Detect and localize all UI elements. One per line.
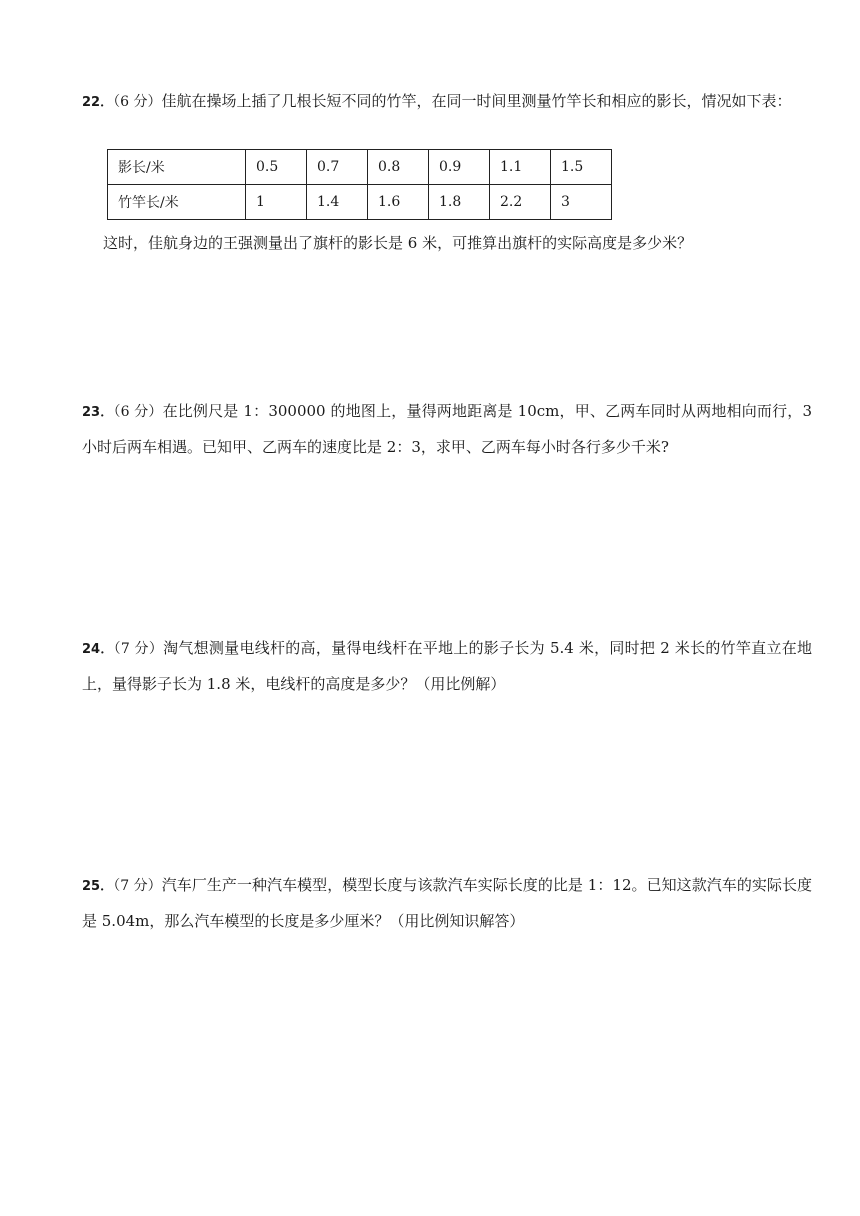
table-cell: 1.1 xyxy=(490,150,551,185)
table-row-shadow xyxy=(108,150,612,185)
question-text: 汽车厂生产一种汽车模型，模型长度与该款汽车实际长度的比是 1：12。已知这款汽车的实际长度是 5.04m，那么汽车模型的长度是多少厘米？（用比例知识解答） xyxy=(82,876,813,930)
table-cell: 1.6 xyxy=(368,185,429,220)
shadow-length-table xyxy=(107,149,612,220)
question-25 xyxy=(82,868,812,938)
question-text: 佳航在操场上插了几根长短不同的竹竿，在同一时间里测量竹竿长和相应的影长，情况如下表： xyxy=(161,92,792,110)
table-cell: 1.4 xyxy=(307,185,368,220)
question-22 xyxy=(82,84,822,120)
question-number: 25． xyxy=(82,879,114,894)
table-cell: 1.8 xyxy=(429,185,490,220)
table-row-header: 竹竿长/米 xyxy=(108,185,246,220)
question-score: （7 分） xyxy=(113,878,162,894)
table-cell: 3 xyxy=(551,185,612,220)
question-text: 淘气想测量电线杆的高，量得电线杆在平地上的影子长为 5.4 米，同时把 2 米长的竹竿直立在地上，量得影子长为 1.8 米，电线杆的高度是多少？（用比例解） xyxy=(82,639,812,693)
table-cell: 1 xyxy=(246,185,307,220)
table-cell: 2.2 xyxy=(490,185,551,220)
table-row-header: 影长/米 xyxy=(108,150,246,185)
question-number: 22． xyxy=(82,95,114,110)
question-23 xyxy=(82,394,812,464)
question-number: 24． xyxy=(82,642,114,657)
question-score: （7 分） xyxy=(113,641,164,657)
table-cell: 0.9 xyxy=(429,150,490,185)
table-cell: 0.7 xyxy=(307,150,368,185)
question-22-followup: 这时，佳航身边的王强测量出了旗杆的影长是 6 米，可推算出旗杆的实际高度是多少米？ xyxy=(103,234,693,252)
question-score: （6 分） xyxy=(113,404,163,420)
table-cell: 0.5 xyxy=(246,150,307,185)
question-number: 23． xyxy=(82,405,114,420)
table-cell: 0.8 xyxy=(368,150,429,185)
table-row-pole xyxy=(108,185,612,220)
table-cell: 1.5 xyxy=(551,150,612,185)
question-text: 在比例尺是 1：300000 的地图上，量得两地距离是 10cm，甲、乙两车同时从两地相向而行，3 小时后两车相遇。已知甲、乙两车的速度比是 2：3，求甲、乙两车每小时各行多少千米? xyxy=(82,402,813,456)
question-score: （6 分） xyxy=(113,94,162,110)
question-24 xyxy=(82,631,812,701)
